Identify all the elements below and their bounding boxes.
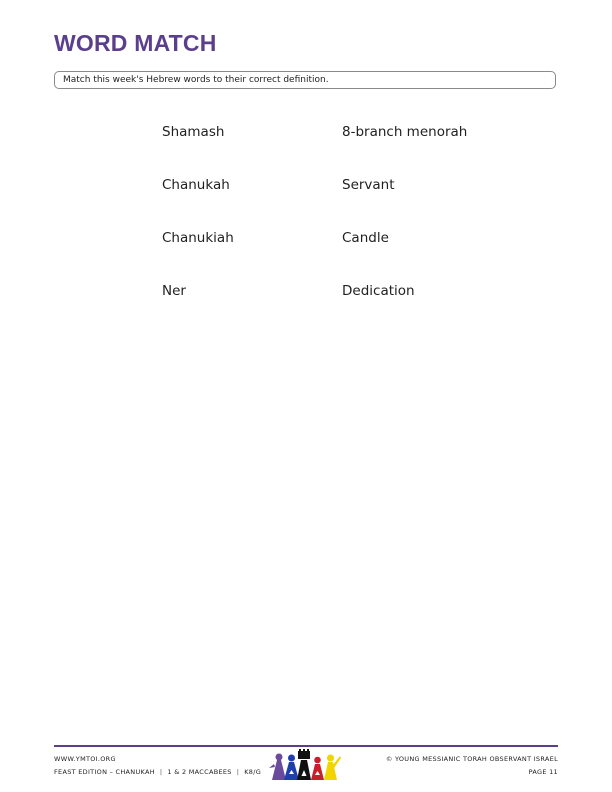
word-item: Chanukah — [162, 177, 230, 193]
instructions-text: Match this week's Hebrew words to their correct definition. — [63, 75, 329, 85]
logo-figure-red — [311, 757, 324, 780]
word-column — [162, 122, 234, 334]
logo-figure-purple — [269, 754, 286, 781]
ymtoi-logo — [268, 748, 348, 782]
footer-separator: | — [159, 768, 163, 776]
logo-figure-black — [297, 749, 311, 780]
word-item: Ner — [162, 283, 186, 299]
definition-column — [342, 122, 467, 334]
footer-source: 1 & 2 MACCABEES — [167, 768, 232, 776]
footer-level: K8/G — [244, 768, 262, 776]
definition-item: Servant — [342, 177, 395, 193]
word-item: Chanukiah — [162, 230, 234, 246]
logo-figure-yellow — [324, 755, 341, 781]
definition-item: Dedication — [342, 283, 415, 299]
footer-edition-info — [54, 768, 261, 776]
page-title: WORD MATCH — [54, 30, 217, 56]
logo-figure-blue — [284, 755, 299, 781]
footer-edition: FEAST EDITION – CHANUKAH — [54, 768, 155, 776]
definition-item: 8-branch menorah — [342, 124, 468, 140]
instructions-box — [54, 71, 556, 89]
word-item: Shamash — [162, 124, 225, 140]
footer-divider — [54, 745, 558, 747]
footer-page-number: PAGE 11 — [528, 768, 558, 776]
footer-separator: | — [236, 768, 240, 776]
footer-url[interactable]: WWW.YMTOI.ORG — [54, 755, 116, 763]
footer-copyright: © YOUNG MESSIANIC TORAH OBSERVANT ISRAEL — [385, 755, 558, 763]
definition-item: Candle — [342, 230, 389, 246]
